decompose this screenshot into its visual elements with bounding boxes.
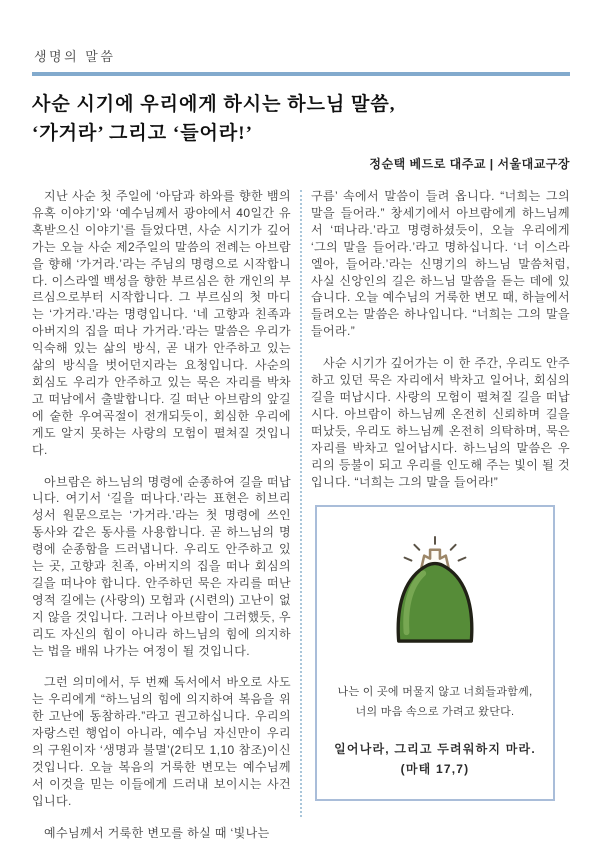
bible-verse-line: 일어나라, 그리고 두려워하지 마라.: [334, 741, 536, 756]
title-line-1: 사순 시기에 우리에게 하시는 하느님 말씀,: [32, 94, 396, 115]
bible-verse: [334, 739, 536, 780]
section-kicker: 생명의 말씀: [34, 49, 116, 64]
author-byline: 정순택 베드로 대주교 | 서울대교구장: [369, 157, 570, 171]
body-paragraph: 아브람은 하느님의 명령에 순종하여 길을 떠납니다. 여기서 ‘길을 떠나다.’라는 표현은 히브리 성서 원문으로는 ‘가거라.’라는 첫 명령에 쓰인 동사와 같은 동사를 사용합니다. 곧 하느님의 명령에 순종함을 드러냅니다. 우리도 안주하고 있는 곳, 고향과 친족, 아버지의 집을 떠나 회심의 길을 떠나야 합니다. 안주하던 묵은 자리를 떠난 영적 길에는 (사랑의) 모험과 (시련의) 고난이 없지 않을 것입니다. 그러나 아브람이 그러했듯, 우리도 자신의 힘이 아니라 하느님의 힘에 의지하는 법을 배워 나가는 여정이 될 것입니다.: [32, 474, 291, 658]
body-paragraph: 사순 시기가 깊어가는 이 한 주간, 우리도 안주하고 있던 묵은 자리에서 박차고 일어나, 회심의 길을 떠납시다. 사랑의 모험이 펼쳐질 길을 떠납시다. 아브람이 하느님께 온전히 신뢰하며 길을 떠났듯, 우리도 하느님께 온전히 의탁하며, 묵은 자리를 박차고 일어납시다. 하느님의 말씀은 우리의 등불이 되고 우리를 인도해 주는 빛이 될 것입니다. “너희는 그의 말을 들어라!”: [311, 356, 570, 489]
left-column: [32, 188, 291, 849]
header-rule: [32, 72, 570, 76]
body-paragraph: 예수님께서 거룩한 변모를 하실 때 ‘빛나는: [44, 825, 270, 840]
quote-caption-line-2: 너의 마음 속으로 가려고 왔단다.: [355, 705, 515, 718]
body-paragraph: 구름’ 속에서 말씀이 들려 옵니다. “너희는 그의 말을 들어라.” 창세기에서 아브람에게 하느님께서 ‘떠나라.’라고 명령하셨듯이, 오늘 우리에게 ‘그의 말을 들어라.’라고 명하십니다. ‘너 이스라엘아, 들어라.’라는 신명기의 하느님 말씀처럼, 사실 신앙인의 길은 하느님 말씀을 듣는 데에 있습니다. 오늘 예수님의 거룩한 변모 때, 하늘에서 들려오는 말씀은 하나입니다. “너희는 그의 말을 들어라.”: [311, 189, 570, 339]
transfiguration-mount-icon: [381, 535, 489, 645]
scripture-quote-box: [315, 505, 555, 801]
article-title: [32, 91, 570, 148]
body-paragraph: 지난 사순 첫 주일에 ‘아담과 하와를 향한 뱀의 유혹 이야기’와 ‘예수님께서 광야에서 40일간 유혹받으신 이야기’를 들었다면, 사순 시기가 깊어 가는 오늘 사순 제2주일의 말씀의 전례는 아브람을 향해 ‘가거라.’라는 주님의 명령으로 시작합니다. 이스라엘 백성을 향한 부르심은 한 개인의 부르심으로부터 시작합니다. 그 부르심의 첫 마디는 ‘가거라.’라는 명령입니다. ‘네 고향과 친족과 아버지의 집을 떠나 가거라.’라는 말씀은 우리가 익숙해 있는 삶의 방식, 곧 내가 안주하고 있는 삶의 방식을 벗어던지라는 요청입니다. 사순의 회심도 우리가 안주하고 있는 묵은 자리를 박차고 떠남에서 출발합니다. 길 떠난 아브람의 앞길에 숱한 우여곡절이 전개되듯이, 회심한 우리에게도 알지 못하는 사랑의 모험이 펼쳐질 것입니다.: [32, 189, 291, 457]
title-line-2: ‘가거라’ 그리고 ‘들어라!’: [32, 122, 253, 144]
quote-caption: [338, 683, 533, 722]
column-divider: [300, 190, 302, 817]
article-body: [32, 188, 570, 849]
right-column: [311, 188, 570, 849]
quote-caption-line-1: 나는 이 곳에 머물지 않고 너희들과함께,: [337, 686, 533, 699]
body-paragraph: 그런 의미에서, 두 번째 독서에서 바오로 사도는 우리에게 “하느님의 힘에 의지하여 복음을 위한 고난에 동참하라.”라고 권고하십니다. 우리의 자랑스런 행업이 아니라, 예수님 자신만이 우리의 구원이자 ‘생명과 불멸’(2티모 1,10 참조)이신 것입니다. 오늘 복음의 거룩한 변모는 예수님께서 이것을 믿는 이들에게 드러내 보이시는 사건입니다.: [32, 675, 291, 808]
bible-verse-reference: (마태 17,7): [400, 762, 470, 777]
